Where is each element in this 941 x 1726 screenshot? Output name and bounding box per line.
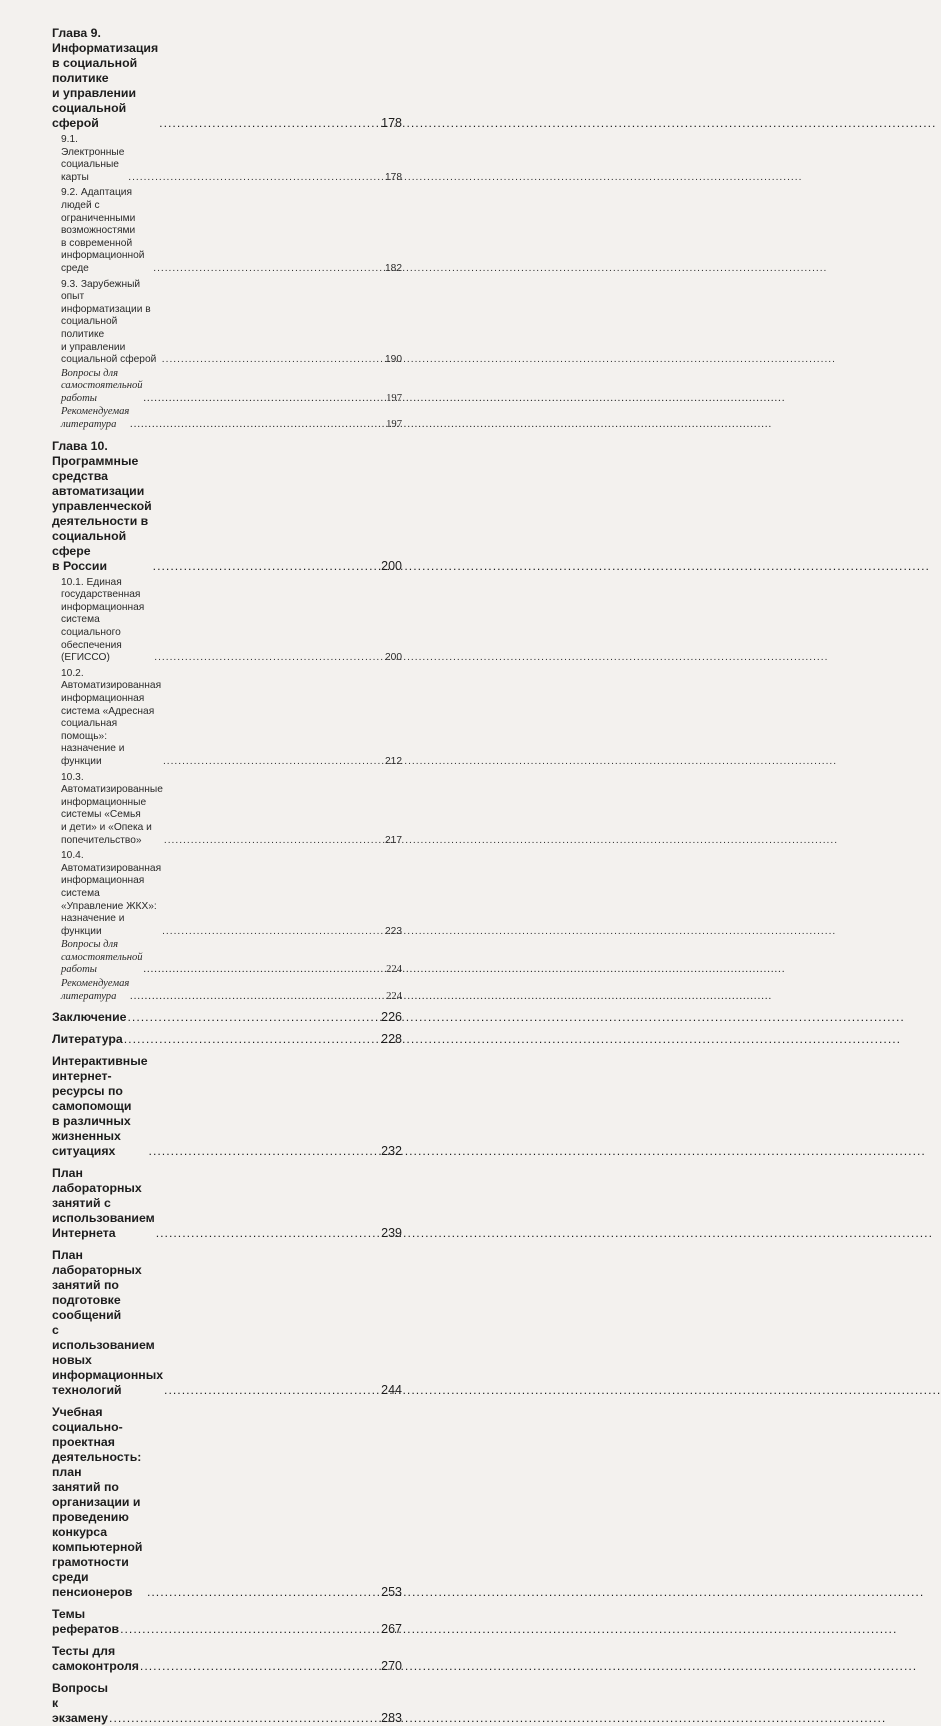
toc-page-number: 244 [381, 1383, 402, 1398]
toc-page-number: 200 [385, 652, 402, 664]
toc-entry-title: Рекомендуемая литература [61, 978, 130, 1002]
toc-entry-title: Интерактивные интернет-ресурсы по самопомощи в различных жизненных ситуациях [52, 1054, 148, 1159]
toc-page-number: 253 [381, 1585, 402, 1600]
toc-entry-section[interactable] [52, 279, 402, 367]
dot-leader [153, 559, 380, 574]
toc-entry-section[interactable] [52, 134, 402, 184]
toc-page-number: 224 [386, 964, 402, 976]
toc-entry-chapter[interactable] [52, 1607, 402, 1637]
dot-leader [154, 652, 384, 665]
toc-entry-chapter[interactable] [52, 1032, 402, 1047]
toc-page-number: 182 [385, 262, 402, 274]
toc-entry-title: 10.1. Единая государственная информационная система социального обеспечения (ЕГИССО) [61, 576, 145, 664]
dot-leader [128, 1010, 381, 1025]
dot-leader [130, 419, 385, 432]
toc-entry-title: Вопросы к экзамену [52, 1681, 109, 1726]
toc-entry-title: Учебная социально-проектная деятельность: план занятий по организации и проведению конкурса компьютерной грамотности среди пенсионеров [52, 1405, 143, 1600]
toc-page-number: 212 [385, 755, 402, 767]
dot-leader [128, 172, 384, 185]
toc-entry-chapter[interactable] [52, 1405, 402, 1600]
toc-page-number: 232 [381, 1144, 402, 1159]
toc-page-number: 239 [381, 1226, 402, 1241]
toc-entry-section[interactable] [52, 187, 402, 275]
toc-entry-section[interactable] [52, 577, 402, 665]
dot-leader [124, 1032, 380, 1047]
toc-page [0, 0, 416, 1726]
toc-page-number: 226 [381, 1010, 402, 1025]
toc-entry-italic[interactable] [52, 406, 402, 431]
toc-entry-chapter[interactable] [52, 1166, 402, 1241]
toc-page-number: 283 [381, 1711, 402, 1726]
toc-entry-title: Литература [52, 1032, 123, 1047]
toc-entry-title: Вопросы для самостоятельной работы [61, 939, 143, 976]
toc-page-number: 217 [385, 834, 402, 846]
toc-page-number: 267 [381, 1622, 402, 1637]
toc-page-number: 197 [386, 392, 402, 404]
toc-entry-italic[interactable] [52, 978, 402, 1003]
toc-entry-title: Тесты для самоконтроля [52, 1644, 139, 1674]
toc-entry-section[interactable] [52, 772, 402, 848]
toc-entry-title: План лабораторных занятий по подготовке сообщений с использованием новых информационных технологий [52, 1248, 164, 1398]
toc-entry-title: Глава 9. Информатизация в социальной политике и управлении социальной сферой [52, 26, 159, 130]
dot-leader [144, 393, 386, 406]
dot-leader [164, 835, 384, 848]
toc-page-number: 200 [381, 558, 402, 573]
toc-entry-chapter[interactable] [52, 1644, 402, 1674]
toc-entry-title: Вопросы для самостоятельной работы [61, 367, 143, 404]
toc-entry-title: Рекомендуемая литература [61, 406, 130, 431]
toc-entry-title: 10.4. Автоматизированная информационная система «Управление ЖКХ»: назначение и функции [61, 850, 162, 937]
toc-entry-title: 10.3. Автоматизированные информационные системы «Семья и дети» и «Опека и попечительство» [61, 771, 163, 846]
toc-entry-italic[interactable] [52, 368, 402, 406]
toc-entry-chapter[interactable] [52, 1054, 402, 1159]
toc-entry-title: 9.2. Адаптация людей с ограниченными возможностями в современной информационной среде [61, 187, 145, 274]
dot-leader [159, 116, 380, 131]
toc-page-number: 197 [386, 419, 402, 431]
toc-entry-chapter[interactable] [52, 439, 402, 574]
toc-entry-chapter[interactable] [52, 1681, 402, 1726]
dot-leader [144, 964, 386, 977]
dot-leader [156, 1226, 380, 1241]
toc-page-number: 178 [381, 116, 402, 130]
dot-leader [140, 1659, 380, 1674]
toc-page-number: 270 [381, 1659, 402, 1674]
table-of-contents [52, 26, 402, 1726]
toc-entry-section[interactable] [52, 668, 402, 769]
dot-leader [109, 1711, 380, 1726]
toc-entry-chapter[interactable] [52, 26, 402, 131]
toc-entry-title: 10.2. Автоматизированная информационная система «Адресная социальная помощь»: назначение и функции [61, 667, 162, 767]
dot-leader [162, 926, 384, 939]
toc-entry-title: План лабораторных занятий с использованием Интернета [52, 1166, 155, 1241]
toc-entry-section[interactable] [52, 850, 402, 938]
toc-page-number: 190 [385, 354, 402, 366]
dot-leader [163, 756, 384, 769]
toc-entry-title: 9.3. Зарубежный опыт информатизации в социальной политике и управлении социальной сферой [61, 278, 157, 366]
dot-leader [164, 1383, 380, 1398]
dot-leader [153, 263, 384, 276]
toc-entry-chapter[interactable] [52, 1010, 402, 1025]
toc-entry-title: Темы рефератов [52, 1607, 120, 1637]
toc-page-number: 223 [385, 925, 402, 937]
dot-leader [120, 1622, 380, 1637]
toc-page-number: 224 [386, 990, 402, 1002]
toc-page-number: 178 [385, 171, 402, 183]
toc-entry-title: Заключение [52, 1010, 127, 1025]
toc-entry-chapter[interactable] [52, 1248, 402, 1398]
dot-leader [162, 354, 384, 367]
dot-leader [147, 1585, 380, 1600]
toc-entry-title: Глава 10. Программные средства автоматизации управленческой деятельности в социальной сфере в России [52, 438, 152, 573]
toc-entry-title: 9.1. Электронные социальные карты [61, 134, 125, 183]
toc-entry-italic[interactable] [52, 939, 402, 977]
dot-leader [130, 991, 385, 1004]
dot-leader [149, 1144, 381, 1159]
toc-page-number: 228 [381, 1032, 402, 1047]
